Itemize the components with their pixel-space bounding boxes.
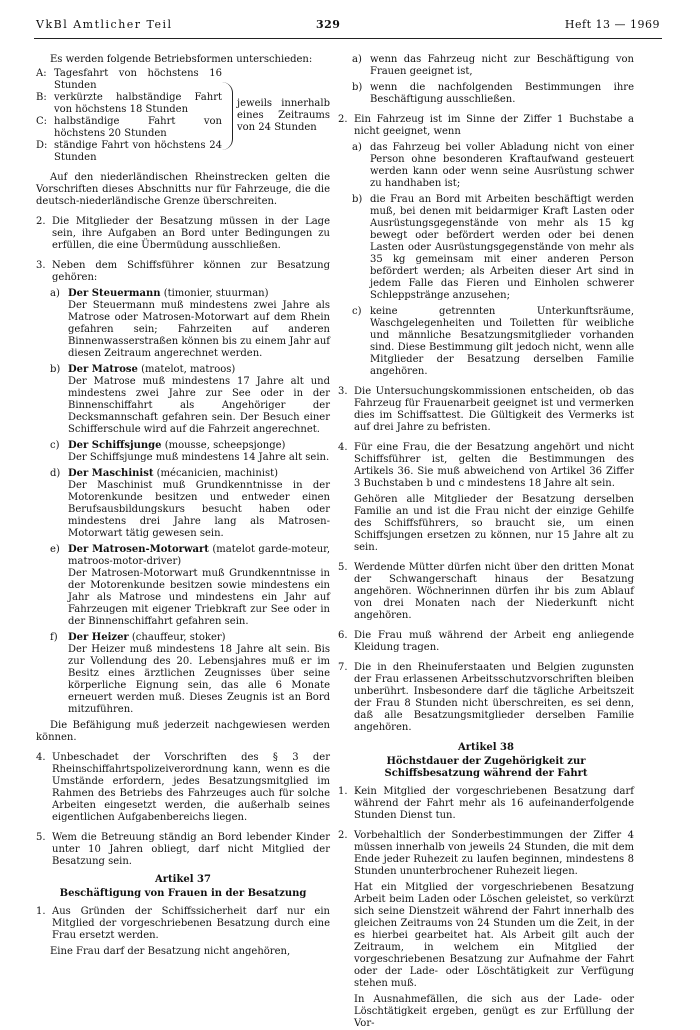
header-issue: Heft 13 — 1969 <box>564 18 660 31</box>
header-journal-title: VkBl Amtlicher Teil <box>36 18 173 31</box>
list-item: 2. Die Mitglieder der Besatzung müssen in der Lage sein, ihre Aufgaben an Bord unter Bedingungen zu erfüllen, die eine Übermüdung ausschließen. <box>36 216 330 251</box>
crew-role-title: Der Heizer <box>68 632 129 643</box>
article-heading: Artikel 37 <box>155 874 211 885</box>
crew-role: e) Der Matrosen-Motorwart (matelot garde-moteur, matroos-motor-driver) Der Matrosen-Motorwart muß Grundkenntnisse in der Motorenkunde besitzen sowie mindestens ein Jahr als Matrose und mindestens ein Jahr auf Fahrzeugen mit eigener Triebkraft zur See oder in der Binnenschiffahrt gefahren sein. <box>50 544 331 627</box>
qualification-note: Die Befähigung muß jederzeit nachgewiesen werden können. <box>36 720 330 743</box>
list-item: 3. Neben dem Schiffsführer können zur Besatzung gehören: <box>36 260 330 283</box>
article-heading: Artikel 38 <box>458 742 514 753</box>
condition-item: a) das Fahrzeug bei voller Abladung nicht von einer Person ohne besonderen Kraftaufwand gesteuert werden kann oder wenn seine Ausrüstung schwer zu handhaben ist; <box>352 142 634 189</box>
article-title: Höchstdauer der Zugehörigkeit zur Schiffsbesatzung während der Fahrt <box>384 756 588 779</box>
crew-role-title: Der Matrose <box>68 364 138 375</box>
paragraph: Gehören alle Mitglieder der Besatzung derselben Familie an und ist die Frau nicht der einzige Gehilfe des Schiffsführers, so braucht sie, um einen Schiffsjungen ersetzen zu können, nur 15 Jahre alt zu sein. <box>354 494 634 553</box>
crew-role: d) Der Maschinist (mécanicien, machinist) Der Maschinist muß Grundkenntnisse in der Motorenkunde besitzen und entweder einen Berufsausbildungskurs besucht haben oder mindestens drei Jahre lang als Matrosen-Motorwart tätig gewesen sein. <box>50 468 330 539</box>
operating-forms <box>36 68 330 164</box>
crew-role: c) Der Schiffsjunge (mousse, scheepsjonge) Der Schiffsjunge muß mindestens 14 Jahre alt sein. <box>50 440 330 463</box>
form-item: A: Tagesfahrt von höchstens 16 Stunden <box>36 68 222 91</box>
article-title: Beschäftigung von Frauen in der Besatzung <box>59 888 307 899</box>
brace <box>222 82 233 150</box>
crew-role-title: Der Matrosen-Motorwart <box>68 544 209 555</box>
list-item: 4. Für eine Frau, die der Besatzung angehört und nicht Schiffsführer ist, gelten die Bestimmungen des Artikels 36. Sie muß abweichend von Artikel 36 Ziffer 3 Buchstaben b und c mindestens 18 Jahre alt sein. <box>338 442 634 489</box>
condition-item: a) wenn das Fahrzeug nicht zur Beschäftigung von Frauen geeignet ist, <box>352 54 634 77</box>
list-item: 5. Werdende Mütter dürfen nicht über den dritten Monat der Schwangerschaft hinaus der Besatzung angehören. Wöchnerinnen dürfen ihr bis zum Ablauf von drei Monaten nach der Niederkunft nicht angehören. <box>338 562 634 621</box>
header-divider <box>34 38 662 39</box>
paragraph: In Ausnahmefällen, die sich aus der Lade- oder Löschtätigkeit ergeben, genügt es zur Erfüllung der Vor- <box>354 994 634 1029</box>
list-item: 7. Die in den Rheinuferstaaten und Belgien zugunsten der Frau erlassenen Arbeitsschutzvorschriften bleiben unberührt. Insbesondere darf die tägliche Arbeitszeit der Frau 8 Stunden nicht überschreiten, es sei denn, daß alle Besatzungsmitglieder derselben Familie angehören. <box>338 662 634 733</box>
list-item: 6. Die Frau muß während der Arbeit eng anliegende Kleidung tragen. <box>338 630 634 653</box>
list-item: 3. Die Untersuchungskommissionen entscheiden, ob das Fahrzeug für Frauenarbeit geeignet ist und vermerken dies im Schiffsattest. Die Gültigkeit des Vermerks ist auf drei Jahre zu befristen. <box>338 386 634 433</box>
forms-intro: Es werden folgende Betriebsformen unterschieden: <box>50 54 313 65</box>
paragraph: Hat ein Mitglied der vorgeschriebenen Besatzung Arbeit beim Laden oder Löschen geleistet, so verkürzt sich seine Dienstzeit während der Fahrt innerhalb des gleichen Zeitraums von 24 Stunden um die Zeit, in der es hierbei gearbeitet hat. Als Arbeit gilt auch der Zeitraum, in welchem ein Mitglied der vorgeschriebenen Besatzung zur Aufnahme der Fahrt oder der Lade- oder Löschtätigkeit zur Verfügung stehen muß. <box>354 882 634 989</box>
form-item: B: verkürzte halbständige Fahrt von höchstens 18 Stunden <box>36 92 222 115</box>
condition-item: b) die Frau an Bord mit Arbeiten beschäftigt werden muß, bei denen mit beidarmiger Kraft Lasten oder Ausrüstungsgegenstände von mehr als 15 kg bewegt oder befördert werden oder bei denen Lasten oder Ausrüstungsgegenstände von mehr als 35 kg gemeinsam mit einer anderen Person befördert werden; als Arbeiten dieser Art sind in jedem Falle das Fieren und Einholen schwerer Schleppstränge anzusehen; <box>352 194 634 301</box>
crew-role: f) Der Heizer (chauffeur, stoker) Der Heizer muß mindestens 18 Jahre alt sein. Bis zur Vollendung des 20. Lebensjahres muß er im Besitz eines ärztlichen Zeugnisses über seine körperliche Eignung sein, das alle 6 Monate erneuert werden muß. Dieses Zeugnis ist an Bord mitzuführen. <box>50 632 330 715</box>
list-item: 4. Unbeschadet der Vorschriften des § 3 der Rheinschiffahrtspolizeiverordnung kann, wenn es die Umstände erfordern, jedes Besatzungsmitglied im Rahmen des Betriebs des Fahrzeuges auch für solche Arbeiten eingesetzt werden, die außerhalb seines eigentlichen Aufgabenbereichs liegen. <box>36 752 330 823</box>
form-item: C: halbständige Fahrt von höchstens 20 Stunden <box>36 116 222 139</box>
brace-note: jeweils innerhalb eines Zeitraums von 24 Stunden <box>237 98 330 133</box>
list-item: 1. Kein Mitglied der vorgeschriebenen Besatzung darf während der Fahrt mehr als 16 aufeinanderfolgende Stunden Dienst tun. <box>338 786 634 821</box>
list-item: 1. Aus Gründen der Schiffssicherheit darf nur ein Mitglied der vorgeschriebenen Besatzung durch eine Frau ersetzt werden. <box>36 906 330 941</box>
crew-role: b) Der Matrose (matelot, matroos) Der Matrose muß mindestens 17 Jahre alt und mindestens zwei Jahre zur See oder in der Binnenschiffahrt als Angehöriger der Decksmannschaft gefahren sein. Der Besuch einer Schifferschule wird auf die Fahrzeit angerechnet. <box>50 364 330 435</box>
crew-role-title: Der Schiffsjunge <box>68 440 162 451</box>
condition-item: c) keine getrennten Unterkunftsräume, Waschgelegenheiten und Toiletten für weibliche und männliche Besatzungsmitglieder vorhanden sind. Diese Bestimmung gilt jedoch nicht, wenn alle Mitglieder der Besatzung derselben Familie angehören. <box>352 306 634 377</box>
page-number: 329 <box>316 18 341 31</box>
rhein-note: Auf den niederländischen Rheinstrecken gelten die Vorschriften dieses Abschnitts nur für Fahrzeuge, die die deutsch-niederländische Grenze überschreiten. <box>36 172 330 207</box>
paragraph: Eine Frau darf der Besatzung nicht angehören, <box>50 946 291 957</box>
list-item: 2. Vorbehaltlich der Sonderbestimmungen der Ziffer 4 müssen innerhalb von jeweils 24 Stunden, die mit dem Ende jeder Ruhezeit zu laufen beginnen, mindestens 8 Stunden ununterbrochener Ruhezeit liegen. <box>338 830 634 877</box>
crew-role-title: Der Maschinist <box>68 468 154 479</box>
left-column <box>36 54 330 958</box>
crew-role-title: Der Steuermann <box>68 288 161 299</box>
right-column <box>338 54 634 1030</box>
form-item: D: ständige Fahrt von höchstens 24 Stunden <box>36 140 222 163</box>
list-item: 2. Ein Fahrzeug ist im Sinne der Ziffer 1 Buchstabe a nicht geeignet, wenn <box>338 114 634 137</box>
condition-item: b) wenn die nachfolgenden Bestimmungen ihre Beschäftigung ausschließen. <box>352 82 634 105</box>
crew-role: a) Der Steuermann (timonier, stuurman) Der Steuermann muß mindestens zwei Jahre als Matrose oder Matrosen-Motorwart auf dem Rhein gefahren sein; Fahrzeiten auf anderen Binnenwasserstraßen können bis zu einem Jahr auf diesen Zeitraum angerechnet werden. <box>50 288 330 359</box>
list-item: 5. Wem die Betreuung ständig an Bord lebender Kinder unter 10 Jahren obliegt, darf nicht Mitglied der Besatzung sein. <box>36 832 330 867</box>
